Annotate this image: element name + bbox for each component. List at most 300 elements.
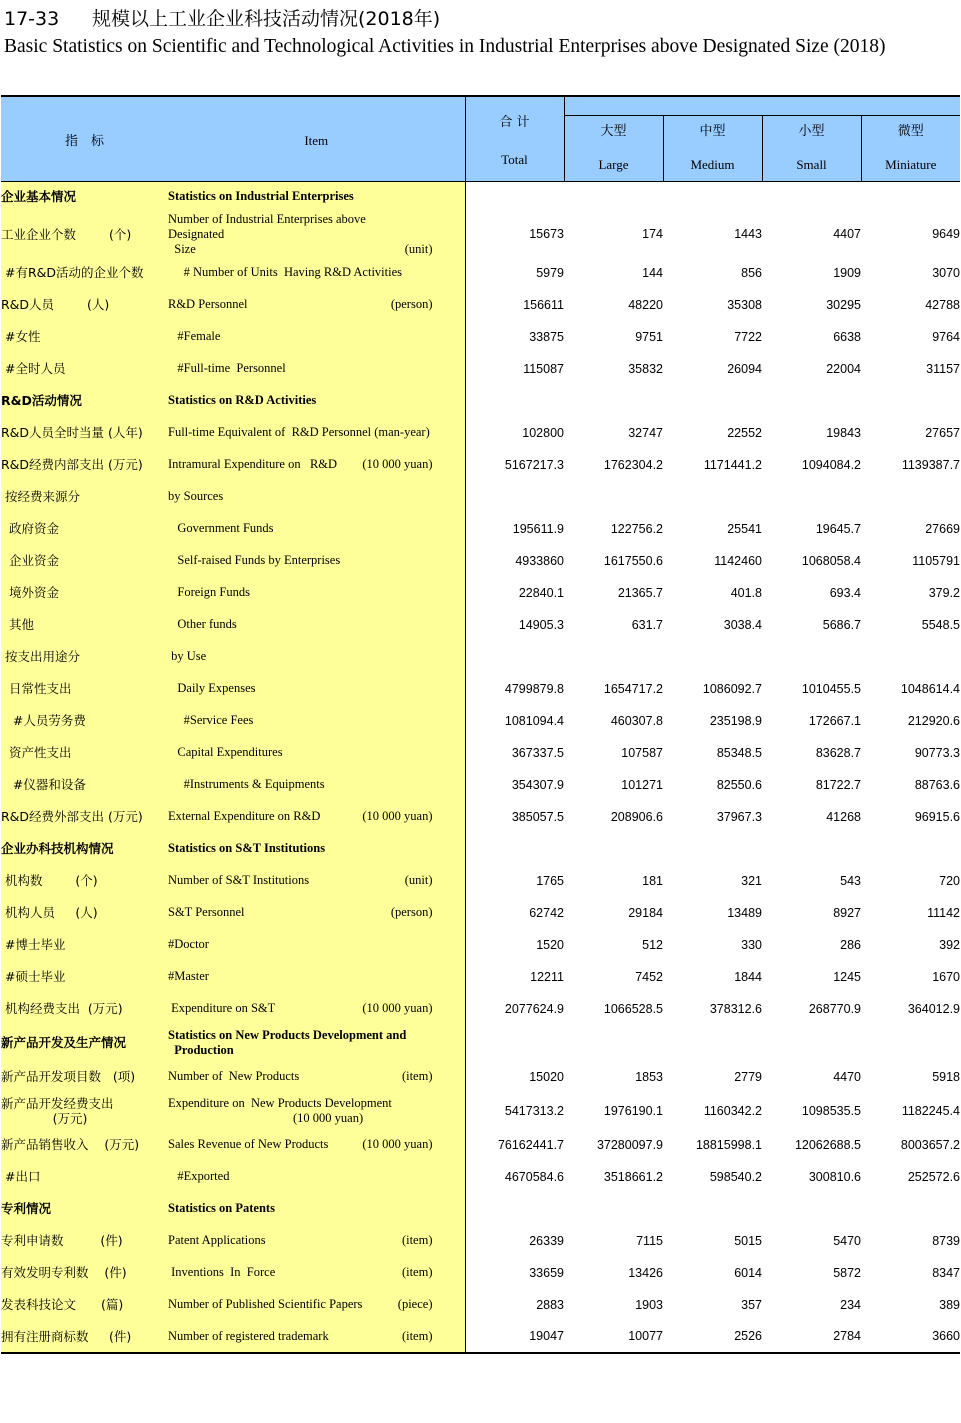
header-large bbox=[564, 116, 663, 182]
cell-small: 1245 bbox=[833, 969, 861, 984]
row-unit-en: (item) bbox=[401, 1328, 433, 1343]
cell-large bbox=[564, 481, 663, 513]
cell-total: 156611 bbox=[523, 297, 564, 312]
cell-miniature: 42788 bbox=[925, 297, 960, 312]
row-label-cn: R&D经费内部支出 (万元) bbox=[1, 457, 143, 472]
cell-large: 512 bbox=[642, 937, 663, 952]
cell-small bbox=[762, 641, 861, 673]
cell-miniature: 1182245.4 bbox=[901, 1103, 960, 1118]
cell-small: 6638 bbox=[833, 329, 861, 344]
table-row bbox=[1, 513, 960, 545]
cell-large: 181 bbox=[642, 873, 663, 888]
table-row bbox=[1, 961, 960, 993]
row-unit-en: (item) bbox=[401, 1069, 433, 1083]
row-item-en bbox=[168, 1257, 465, 1289]
row-item-en bbox=[168, 769, 465, 801]
row-item-en bbox=[168, 545, 465, 577]
table-row bbox=[1, 673, 960, 705]
row-item-en bbox=[168, 993, 465, 1025]
cell-miniature: 3070 bbox=[932, 265, 960, 280]
cell-large: 101271 bbox=[621, 777, 663, 792]
row-indicator-cn bbox=[1, 577, 168, 609]
cell-large bbox=[564, 641, 663, 673]
row-label-en: Statistics on Patents bbox=[168, 1201, 275, 1215]
row-label-cn: R&D人员全时当量 (人年) bbox=[1, 425, 143, 440]
row-label-cn: R&D活动情况 bbox=[1, 393, 82, 408]
row-item-en bbox=[168, 833, 465, 865]
cell-miniature: 9649 bbox=[932, 227, 960, 241]
row-label-cn: 专利申请数 (件) bbox=[1, 1233, 123, 1248]
row-label-cn: 其他 bbox=[1, 617, 34, 632]
row-label-en: Statistics on S&T Institutions bbox=[168, 841, 326, 855]
cell-medium: 7722 bbox=[734, 329, 762, 344]
row-item-en bbox=[168, 1193, 465, 1225]
row-item-en bbox=[168, 289, 465, 321]
table-row bbox=[1, 417, 960, 449]
row-label-cn: 工业企业个数 (个) bbox=[1, 226, 132, 242]
row-indicator-cn bbox=[1, 1093, 168, 1129]
cell-small: 30295 bbox=[826, 297, 861, 312]
row-indicator-cn bbox=[1, 673, 168, 705]
row-unit-en: (10 000 yuan) bbox=[362, 457, 433, 471]
cell-total: 1765 bbox=[536, 873, 564, 888]
cell-large: 21365.7 bbox=[617, 585, 663, 600]
cell-total: 5417313.2 bbox=[504, 1103, 564, 1118]
cell-miniature: 1048614.4 bbox=[900, 681, 960, 696]
cell-medium bbox=[663, 1193, 762, 1225]
cell-medium: 401.8 bbox=[730, 585, 762, 600]
table-row bbox=[1, 1061, 960, 1093]
cell-miniature bbox=[861, 641, 960, 673]
table-row bbox=[1, 1129, 960, 1161]
cell-small: 12062688.5 bbox=[794, 1137, 861, 1152]
cell-medium: 25541 bbox=[727, 521, 762, 536]
row-label-cn: 新产品销售收入 (万元) bbox=[1, 1137, 140, 1152]
cell-medium: 26094 bbox=[727, 361, 762, 376]
cell-total bbox=[465, 481, 564, 513]
row-label-en: R&D Personnel bbox=[168, 297, 248, 311]
cell-total: 367337.5 bbox=[511, 745, 564, 760]
row-label-cn: 有效发明专利数 (件) bbox=[1, 1265, 127, 1280]
row-unit-en: (unit) bbox=[404, 873, 433, 887]
row-label-en: Other funds bbox=[168, 617, 237, 631]
cell-medium: 856 bbox=[741, 265, 762, 280]
cell-miniature: 1670 bbox=[932, 969, 960, 984]
header-small bbox=[762, 116, 861, 182]
table-row bbox=[1, 577, 960, 609]
cell-small: 2784 bbox=[762, 1321, 861, 1353]
cell-large: 7452 bbox=[635, 969, 663, 984]
row-indicator-cn bbox=[1, 897, 168, 929]
cell-total: 14905.3 bbox=[518, 617, 564, 632]
cell-total: 33875 bbox=[529, 329, 564, 344]
cell-medium: 357 bbox=[741, 1297, 762, 1312]
cell-medium: 22552 bbox=[727, 425, 762, 440]
row-label-en: Capital Expenditures bbox=[168, 745, 283, 759]
header-size-group bbox=[564, 96, 960, 116]
row-label-en: by Sources bbox=[168, 489, 224, 503]
row-label-en: Number of S&T Institutions bbox=[168, 873, 310, 887]
section-row bbox=[1, 1025, 960, 1061]
row-label-en: #Service Fees bbox=[168, 713, 254, 727]
cell-total: 76162441.7 bbox=[497, 1137, 564, 1152]
row-item-en bbox=[168, 321, 465, 353]
cell-total: 1081094.4 bbox=[504, 713, 564, 728]
cell-medium: 1171441.2 bbox=[703, 457, 762, 472]
row-label-en: Patent Applications bbox=[168, 1233, 266, 1247]
row-label-cn: 按支出用途分 bbox=[1, 649, 80, 664]
row-label-en: #Master bbox=[168, 969, 209, 983]
table-row bbox=[1, 212, 960, 257]
cell-large: 631.7 bbox=[631, 617, 663, 632]
header-total bbox=[465, 96, 564, 181]
header-medium-en: Medium bbox=[690, 157, 735, 172]
row-label-cn: 境外资金 bbox=[1, 585, 59, 600]
row-label-cn: 机构人员 (人) bbox=[1, 905, 98, 920]
cell-total: 33659 bbox=[529, 1265, 564, 1280]
cell-miniature: 88763.6 bbox=[914, 777, 960, 792]
cell-small: 1010455.5 bbox=[801, 681, 861, 696]
row-label-en: Statistics on R&D Activities bbox=[168, 393, 317, 407]
row-label-cn: #出口 bbox=[1, 1169, 41, 1184]
row-label-cn: #仪器和设备 bbox=[1, 777, 86, 792]
cell-miniature: 379.2 bbox=[928, 585, 960, 600]
table-row bbox=[1, 257, 960, 289]
cell-miniature bbox=[861, 182, 960, 212]
row-item-en bbox=[168, 577, 465, 609]
cell-total: 2077624.9 bbox=[504, 1001, 564, 1016]
cell-miniature bbox=[861, 481, 960, 513]
row-label-en: Number of Industrial Enterprises above Designated Size bbox=[168, 211, 366, 256]
row-indicator-cn bbox=[1, 1025, 168, 1061]
row-indicator-cn bbox=[1, 1289, 168, 1321]
table-row bbox=[1, 481, 960, 513]
cell-total: 5167217.3 bbox=[504, 457, 564, 472]
cell-small: 5872 bbox=[833, 1265, 861, 1280]
cell-small: 172667.1 bbox=[808, 713, 861, 728]
row-indicator-cn bbox=[1, 545, 168, 577]
cell-large: 9751 bbox=[635, 329, 663, 344]
header-large-cn: 大型 bbox=[600, 124, 627, 139]
row-label-en: Expenditure on S&T bbox=[168, 1001, 276, 1015]
row-indicator-cn bbox=[1, 609, 168, 641]
row-unit-en: (person) bbox=[390, 905, 433, 919]
cell-small: 83628.7 bbox=[815, 745, 861, 760]
header-indicator bbox=[1, 96, 168, 181]
cell-miniature: 96915.6 bbox=[914, 809, 960, 824]
cell-large: 1976190.1 bbox=[603, 1103, 663, 1118]
row-label-cn: 政府资金 bbox=[1, 521, 59, 536]
row-item-en bbox=[168, 1161, 465, 1193]
row-item-en bbox=[168, 385, 465, 417]
cell-medium: 2526 bbox=[663, 1321, 762, 1353]
cell-large bbox=[564, 833, 663, 865]
cell-medium: 5015 bbox=[734, 1233, 762, 1248]
row-label-en: Expenditure on New Products Development (10 000 yuan) bbox=[168, 1095, 392, 1125]
row-label-en: Self-raised Funds by Enterprises bbox=[168, 553, 341, 567]
header-row-1 bbox=[1, 96, 960, 116]
section-row bbox=[1, 833, 960, 865]
row-label-en: Sales Revenue of New Products bbox=[168, 1137, 329, 1151]
row-label-en: Daily Expenses bbox=[168, 681, 256, 695]
row-label-cn: #博士毕业 bbox=[1, 937, 66, 952]
cell-miniature: 8347 bbox=[932, 1265, 960, 1280]
row-label-cn: 企业资金 bbox=[1, 553, 59, 568]
cell-total bbox=[465, 182, 564, 212]
row-label-cn: 机构数 (个) bbox=[1, 873, 98, 888]
table-row bbox=[1, 289, 960, 321]
row-indicator-cn bbox=[1, 961, 168, 993]
cell-medium: 321 bbox=[741, 873, 762, 888]
row-label-cn: 专利情况 bbox=[1, 1201, 52, 1216]
table-row bbox=[1, 1257, 960, 1289]
row-label-cn: #女性 bbox=[1, 329, 41, 344]
cell-small: 5470 bbox=[833, 1233, 861, 1248]
row-indicator-cn bbox=[1, 769, 168, 801]
cell-total: 354307.9 bbox=[511, 777, 564, 792]
header-large-en: Large bbox=[598, 157, 629, 172]
header-medium-cn: 中型 bbox=[699, 124, 726, 139]
cell-small bbox=[762, 1193, 861, 1225]
cell-medium: 6014 bbox=[734, 1265, 762, 1280]
cell-large: 107587 bbox=[621, 745, 663, 760]
cell-large: 29184 bbox=[628, 905, 663, 920]
statistics-table bbox=[1, 95, 960, 1354]
cell-total: 2883 bbox=[536, 1297, 564, 1312]
cell-miniature: 364012.9 bbox=[907, 1001, 960, 1016]
row-unit-en: (item) bbox=[401, 1265, 433, 1279]
cell-miniature: 252572.6 bbox=[907, 1169, 960, 1184]
cell-large: 174 bbox=[642, 227, 663, 241]
row-item-en bbox=[168, 417, 465, 449]
table-row bbox=[1, 1093, 960, 1129]
row-indicator-cn bbox=[1, 212, 168, 257]
header-indicator-label: 指 标 bbox=[64, 133, 104, 149]
row-item-en bbox=[168, 257, 465, 289]
cell-miniature bbox=[861, 385, 960, 417]
cell-small bbox=[762, 481, 861, 513]
cell-miniature: 5548.5 bbox=[921, 617, 960, 632]
row-label-en: Number of New Products bbox=[168, 1069, 300, 1083]
row-label-en: Number of registered trademark bbox=[168, 1328, 329, 1343]
row-label-cn: 发表科技论文 (篇) bbox=[1, 1297, 124, 1312]
row-indicator-cn bbox=[1, 513, 168, 545]
row-item-en bbox=[168, 1061, 465, 1093]
row-label-cn: 按经费来源分 bbox=[1, 489, 80, 504]
cell-small: 19843 bbox=[826, 425, 861, 440]
row-item-en bbox=[168, 865, 465, 897]
row-item-en bbox=[168, 449, 465, 481]
cell-small: 1098535.5 bbox=[801, 1103, 861, 1118]
cell-total bbox=[465, 385, 564, 417]
cell-medium: 1443 bbox=[734, 227, 762, 241]
cell-large: 32747 bbox=[628, 425, 663, 440]
row-item-en bbox=[168, 1025, 465, 1061]
row-label-en: S&T Personnel bbox=[168, 905, 245, 919]
row-indicator-cn bbox=[1, 993, 168, 1025]
cell-total: 5979 bbox=[536, 265, 564, 280]
table-row bbox=[1, 609, 960, 641]
header-miniature bbox=[861, 116, 960, 182]
cell-miniature: 11142 bbox=[927, 905, 960, 920]
row-item-en bbox=[168, 1289, 465, 1321]
row-item-en bbox=[168, 705, 465, 737]
row-indicator-cn bbox=[1, 865, 168, 897]
cell-miniature bbox=[861, 1193, 960, 1225]
row-label-en: # Number of Units Having R&D Activities bbox=[168, 265, 403, 279]
row-label-en: Government Funds bbox=[168, 521, 274, 535]
cell-small: 300810.6 bbox=[808, 1169, 861, 1184]
header-item bbox=[168, 96, 465, 181]
cell-small bbox=[762, 833, 861, 865]
cell-medium: 13489 bbox=[727, 905, 762, 920]
row-label-en: Intramural Expenditure on R&D bbox=[168, 457, 338, 471]
row-label-cn: #硕士毕业 bbox=[1, 969, 66, 984]
cell-small: 543 bbox=[840, 873, 861, 888]
cell-medium: 82550.6 bbox=[716, 777, 762, 792]
cell-medium: 598540.2 bbox=[709, 1169, 762, 1184]
table-row bbox=[1, 1225, 960, 1257]
cell-total: 195611.9 bbox=[512, 521, 564, 536]
cell-medium: 378312.6 bbox=[709, 1001, 762, 1016]
cell-medium bbox=[663, 182, 762, 212]
row-indicator-cn bbox=[1, 833, 168, 865]
cell-total bbox=[465, 833, 564, 865]
cell-total: 15020 bbox=[529, 1069, 564, 1084]
row-item-en bbox=[168, 513, 465, 545]
table-title-cn bbox=[4, 4, 440, 31]
table-row bbox=[1, 737, 960, 769]
cell-small: 5686.7 bbox=[822, 617, 861, 632]
cell-small: 1094084.2 bbox=[801, 457, 861, 472]
table-row bbox=[1, 641, 960, 673]
row-indicator-cn bbox=[1, 641, 168, 673]
header-mini-en: Miniature bbox=[885, 157, 937, 172]
cell-small: 41268 bbox=[826, 809, 861, 824]
row-indicator-cn bbox=[1, 353, 168, 385]
cell-medium bbox=[663, 481, 762, 513]
row-label-en: Foreign Funds bbox=[168, 585, 250, 599]
table-row bbox=[1, 353, 960, 385]
row-indicator-cn bbox=[1, 289, 168, 321]
row-item-en bbox=[168, 737, 465, 769]
cell-miniature: 8739 bbox=[932, 1233, 960, 1248]
table-row bbox=[1, 449, 960, 481]
cell-miniature: 1139387.7 bbox=[901, 457, 960, 472]
row-item-en bbox=[168, 929, 465, 961]
row-label-cn: 企业办科技机构情况 bbox=[1, 841, 114, 856]
cell-medium: 1142460 bbox=[714, 553, 762, 568]
cell-large: 208906.6 bbox=[610, 809, 663, 824]
row-label-cn: 资产性支出 bbox=[1, 745, 72, 760]
cell-large: 1762304.2 bbox=[603, 457, 663, 472]
cell-miniature: 90773.3 bbox=[914, 745, 960, 760]
row-label-cn: 拥有注册商标数 (件) bbox=[1, 1328, 132, 1344]
row-label-en: Number of Published Scientific Papers bbox=[168, 1297, 363, 1311]
row-indicator-cn bbox=[1, 385, 168, 417]
row-label-en: #Full-time Personnel bbox=[168, 361, 286, 375]
table-row bbox=[1, 929, 960, 961]
row-label-cn: 新产品开发经费支出 (万元) bbox=[1, 1095, 114, 1126]
row-indicator-cn bbox=[1, 1129, 168, 1161]
cell-medium: 1086092.7 bbox=[702, 681, 762, 696]
cell-miniature: 27657 bbox=[925, 425, 960, 440]
cell-miniature: 31157 bbox=[926, 361, 960, 376]
row-unit-en: (person) bbox=[390, 297, 433, 311]
row-item-en bbox=[168, 1093, 465, 1129]
row-label-en: by Use bbox=[168, 649, 207, 663]
cell-total: 4799879.8 bbox=[504, 681, 564, 696]
header-small-cn: 小型 bbox=[798, 124, 825, 139]
cell-large: 7115 bbox=[636, 1233, 663, 1248]
cell-large bbox=[564, 1025, 663, 1061]
row-label-en: #Female bbox=[168, 329, 221, 343]
row-unit-en: (item) bbox=[401, 1233, 433, 1247]
cell-large: 13426 bbox=[628, 1265, 663, 1280]
table-row bbox=[1, 1289, 960, 1321]
row-item-en bbox=[168, 182, 465, 212]
table-title-en: Basic Statistics on Scientific and Technological Activities in Industrial Enterprises above Designated Size (2018) bbox=[4, 36, 886, 57]
table-body bbox=[1, 182, 960, 1353]
row-item-en bbox=[168, 673, 465, 705]
row-label-cn: 新产品开发及生产情况 bbox=[1, 1035, 127, 1050]
cell-medium bbox=[663, 833, 762, 865]
cell-large: 1066528.5 bbox=[603, 1001, 663, 1016]
row-item-en bbox=[168, 212, 465, 257]
cell-large: 3518661.2 bbox=[603, 1169, 663, 1184]
cell-total: 19047 bbox=[465, 1321, 564, 1353]
cell-large: 35832 bbox=[628, 361, 663, 376]
row-indicator-cn bbox=[1, 182, 168, 212]
row-unit-en: (10 000 yuan) bbox=[362, 809, 433, 823]
cell-medium: 37967.3 bbox=[716, 809, 762, 824]
cell-large: 37280097.9 bbox=[596, 1137, 663, 1152]
row-label-cn: 机构经费支出 (万元) bbox=[1, 1001, 123, 1016]
cell-large: 460307.8 bbox=[610, 713, 663, 728]
cell-medium: 1160342.2 bbox=[703, 1103, 762, 1118]
cell-total: 26339 bbox=[529, 1233, 564, 1248]
cell-medium bbox=[663, 1025, 762, 1061]
cell-medium: 18815998.1 bbox=[695, 1137, 762, 1152]
cell-medium bbox=[663, 641, 762, 673]
cell-total: 385057.5 bbox=[511, 809, 564, 824]
cell-large: 48220 bbox=[628, 297, 663, 312]
table-row bbox=[1, 1161, 960, 1193]
cell-total: 4670584.6 bbox=[504, 1169, 564, 1184]
cell-large bbox=[564, 385, 663, 417]
row-indicator-cn bbox=[1, 1257, 168, 1289]
cell-total: 15673 bbox=[529, 227, 564, 241]
cell-total: 4933860 bbox=[515, 553, 564, 568]
cell-small: 234 bbox=[840, 1297, 861, 1312]
cell-large: 1654717.2 bbox=[603, 681, 663, 696]
cell-total: 62742 bbox=[529, 905, 564, 920]
row-label-cn: #有R&D活动的企业个数 bbox=[1, 265, 144, 280]
cell-small: 286 bbox=[840, 937, 861, 952]
cell-miniature: 392 bbox=[939, 937, 960, 952]
row-label-en: #Instruments & Equipments bbox=[168, 777, 325, 791]
row-item-en bbox=[168, 1129, 465, 1161]
cell-small bbox=[762, 1025, 861, 1061]
row-label-cn: #全时人员 bbox=[1, 361, 66, 376]
cell-medium: 35308 bbox=[727, 297, 762, 312]
row-indicator-cn bbox=[1, 481, 168, 513]
row-item-en bbox=[168, 961, 465, 993]
row-indicator-cn bbox=[1, 449, 168, 481]
row-indicator-cn bbox=[1, 737, 168, 769]
cell-large bbox=[564, 1193, 663, 1225]
cell-miniature: 27669 bbox=[925, 521, 960, 536]
